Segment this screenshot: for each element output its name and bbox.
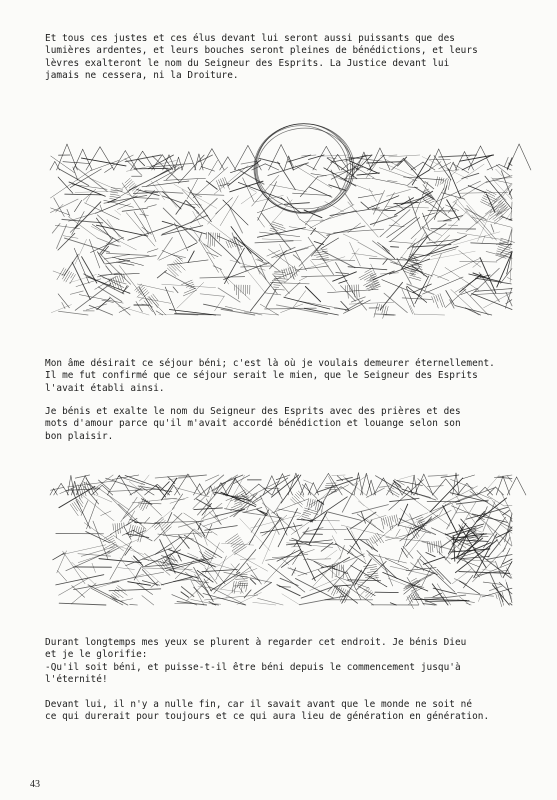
text-line: jamais ne cessera, ni la Droiture. <box>45 69 239 81</box>
text-line: mots d'amour parce qu'il m'avait accordé bénédiction et louange selon son <box>45 418 461 430</box>
text-line: lèvres exalteront le nom du Seigneur des Esprits. La Justice devant lui <box>45 57 450 69</box>
text-line: Je bénis et exalte le nom du Seigneur des Esprits avec des prières et des <box>45 406 461 417</box>
text-line: Durant longtemps mes yeux se plurent à regarder cet endroit. Je bénis Dieu <box>45 637 467 648</box>
text-line: et je le glorifie: <box>45 649 148 661</box>
text-line: ce qui durerait pour toujours et ce qui aura lieu de génération en génération. <box>45 711 490 723</box>
paragraph-1 <box>45 33 535 82</box>
text-line: -Qu'il soit béni, et puisse-t-il être béni depuis le commencement jusqu'à <box>45 661 461 673</box>
sunrise-sketch-illustration <box>0 115 557 320</box>
text-line: Mon âme désirait ce séjour béni; c'est là où je voulais demeurer éternellement. <box>45 358 495 369</box>
paragraph-2 <box>45 358 535 395</box>
paragraph-4 <box>45 637 535 686</box>
text-line: l'éternité! <box>45 673 108 685</box>
text-line: bon plaisir. <box>45 430 114 442</box>
page-number: 43 <box>30 779 40 790</box>
text-line: Il me fut confirmé que ce séjour serait le mien, que le Seigneur des Esprits <box>45 370 478 382</box>
text-line: Devant lui, il n'y a nulle fin, car il savait avant que le monde ne soit né <box>45 699 473 710</box>
text-line: lumières ardentes, et leurs bouches seront pleines de bénédictions, et leurs <box>45 45 478 57</box>
landscape-sketch-illustration <box>0 463 557 613</box>
paragraph-5 <box>45 699 535 724</box>
text-line: Et tous ces justes et ces élus devant lui seront aussi puissants que des <box>45 33 455 44</box>
text-line: l'avait établi ainsi. <box>45 382 165 394</box>
paragraph-3 <box>45 406 535 443</box>
